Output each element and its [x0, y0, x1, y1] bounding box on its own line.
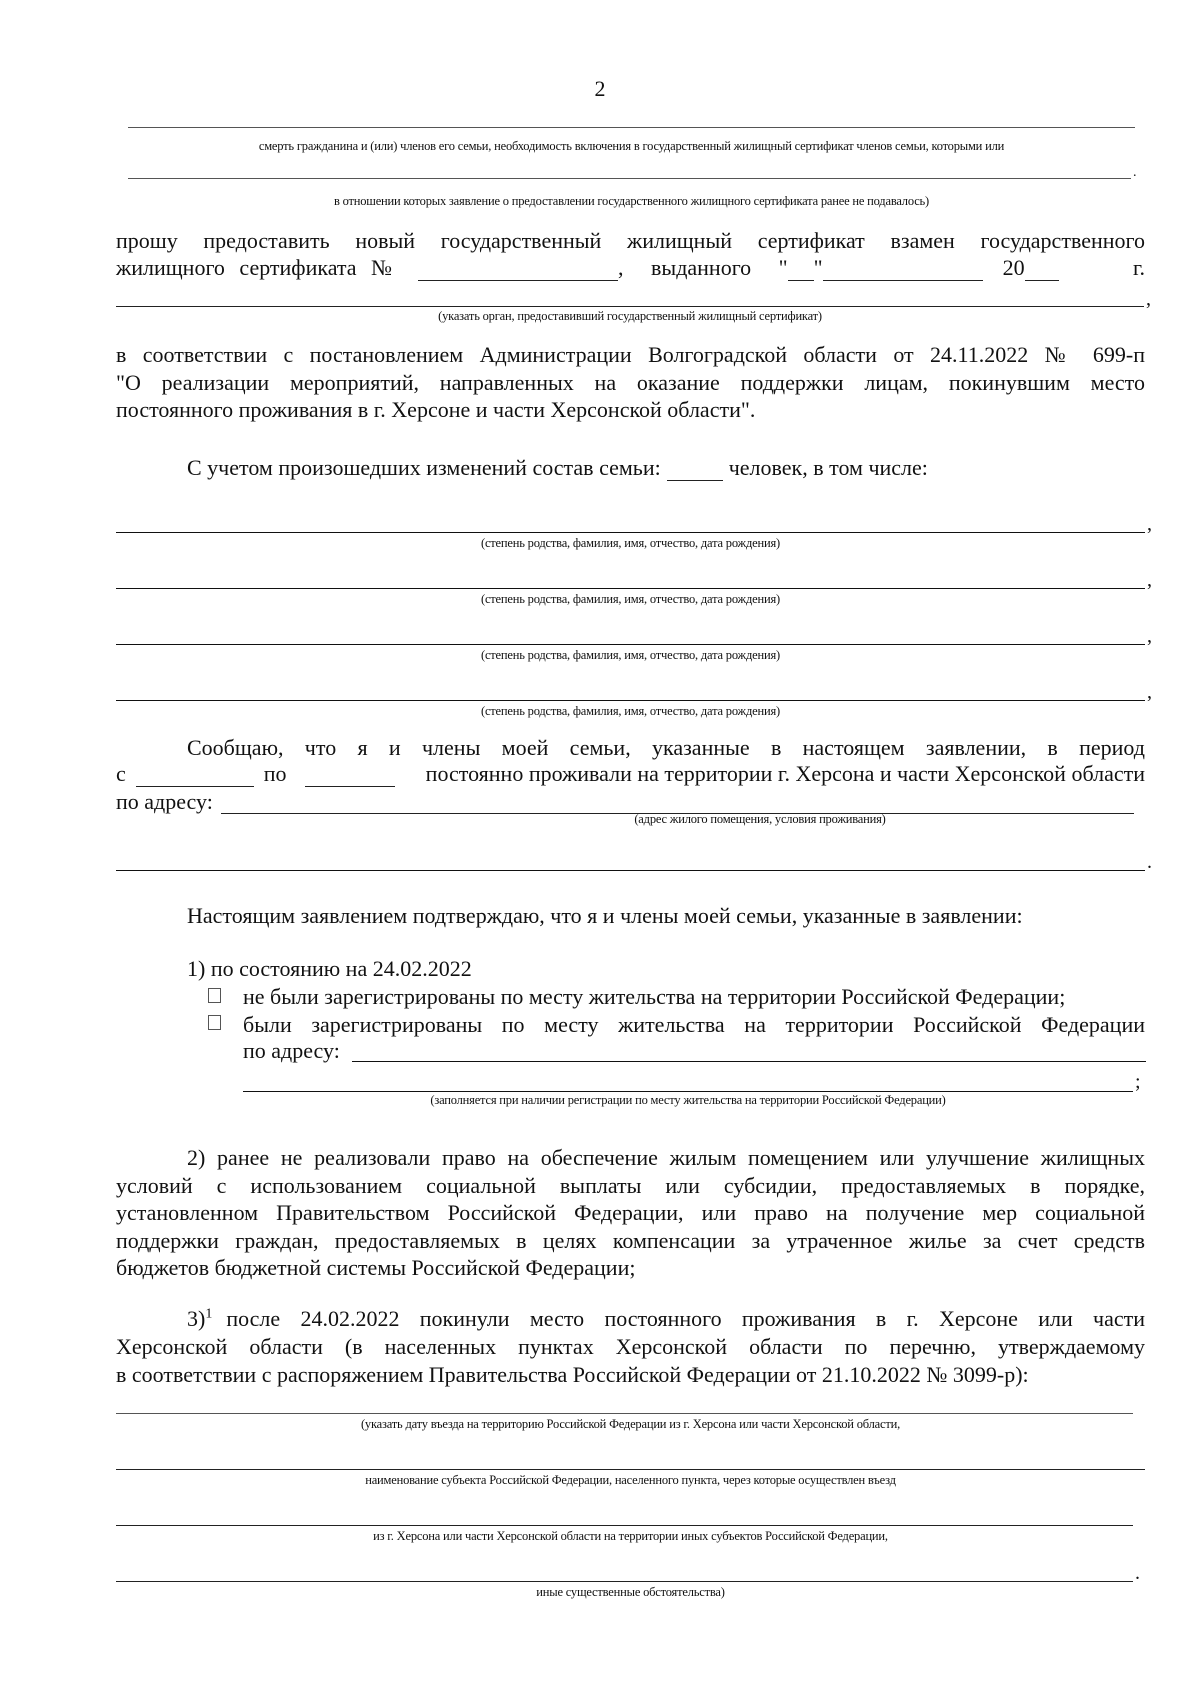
family-member-comma-1: ,	[1147, 513, 1152, 535]
header-caption-2: в отношении которых заявление о предоставлении государственного жилищного сертификата ранее не подавалось)	[333, 194, 930, 208]
certificate-number-field[interactable]	[418, 260, 618, 281]
family-intro-suffix: человек, в том числе:	[728, 455, 928, 480]
option-not-registered-label: не были зарегистрированы по месту жительства на территории Российской Федерации;	[243, 984, 1066, 1009]
page-number: 2	[594, 76, 606, 101]
issue-month-field[interactable]	[823, 260, 983, 281]
issuing-authority-comma: ,	[1146, 288, 1151, 310]
registration-address-semicolon: ;	[1135, 1071, 1141, 1093]
family-member-comma-4: ,	[1147, 681, 1152, 703]
confirm-item-3-num: 3)	[187, 1306, 206, 1331]
confirm-item-3	[116, 1333, 1145, 1388]
confirm-item-1-title: 1) по состоянию на 24.02.2022	[187, 956, 472, 981]
request-quote-close: "	[813, 255, 823, 280]
confirm-item-2-line-4: поддержки граждан, предоставляемых в целях компенсации за утраченное жилье за счет средств	[116, 1227, 1145, 1253]
residence-line-2-rest: постоянно проживали на территории г. Херсона и части Херсонской области	[425, 761, 1145, 786]
registration-address-field-1[interactable]	[352, 1061, 1146, 1062]
header-line-1	[128, 127, 1135, 128]
departure-info-field-2[interactable]	[116, 1469, 1145, 1470]
confirm-item-2-line-2: условий с использованием социальной выплаты или субсидии, предоставляемых в порядке,	[116, 1172, 1145, 1198]
confirm-item-3-line-2: Херсонской области (в населенных пунктах Херсонской области по перечню, утверждаемому	[116, 1334, 1145, 1359]
confirm-item-2-line-1: 2) ранее не реализовали право на обеспечение жилым помещением или улучшение жилищных	[187, 1145, 1145, 1170]
header-line-2	[128, 178, 1131, 179]
residence-line-1: Сообщаю, что я и члены моей семьи, указанные в настоящем заявлении, в период	[187, 735, 1145, 760]
departure-info-caption-3: из г. Херсона или части Херсонской области на территории иных субъектов Российской Федерации,	[373, 1529, 888, 1543]
option-registered-label: были зарегистрированы по месту жительства на территории Российской Федерации	[243, 1012, 1145, 1037]
residence-address-field-2[interactable]	[116, 870, 1145, 871]
registration-address-caption: (заполняется при наличии регистрации по месту жительства на территории Российской Федерации)	[430, 1093, 946, 1107]
departure-info-period: .	[1135, 1562, 1140, 1584]
request-issued-label: , выданного "	[618, 255, 788, 280]
residence-line-2	[116, 761, 1145, 787]
confirm-item-2-line-5: бюджетов бюджетной системы Российской Федерации;	[116, 1255, 636, 1280]
family-member-comma-2: ,	[1147, 569, 1152, 591]
confirm-item-3-number	[187, 1306, 212, 1332]
issue-year-field[interactable]	[1025, 260, 1059, 281]
option-registered-checkbox[interactable]	[208, 1015, 221, 1030]
header-line-2-period: .	[1133, 165, 1137, 180]
confirm-intro: Настоящим заявлением подтверждаю, что я и члены моей семьи, указанные в заявлении:	[187, 903, 1023, 928]
family-member-field-2[interactable]	[116, 588, 1145, 589]
issue-day-field[interactable]	[788, 260, 814, 281]
confirm-item-2	[116, 1144, 1145, 1282]
departure-info-caption-2: наименование субъекта Российской Федерации, населенного пункта, через которые осуществлен въезд	[365, 1473, 896, 1487]
issuing-authority-caption: (указать орган, предоставивший государственный жилищный сертификат)	[438, 309, 822, 323]
resolution-line-3: постоянного проживания в г. Херсоне и части Херсонской области".	[116, 397, 756, 422]
residence-address-label: по адресу:	[116, 789, 213, 814]
request-year-prefix: 20	[1002, 255, 1025, 280]
residence-to-field[interactable]	[305, 766, 395, 787]
family-member-caption-4: (степень родства, фамилия, имя, отчество, дата рождения)	[480, 704, 780, 718]
confirm-item-2-line-3: установленном Правительством Российской Федерации, или право на получение мер социальной	[116, 1200, 1145, 1225]
family-member-field-3[interactable]	[116, 644, 1145, 645]
residence-address-period: .	[1147, 851, 1152, 873]
residence-from-label: с	[116, 761, 126, 786]
family-member-caption-2: (степень родства, фамилия, имя, отчество, дата рождения)	[480, 592, 780, 606]
confirm-item-3-line-1	[187, 1306, 1145, 1332]
residence-address-row	[116, 789, 213, 815]
option-registered-address-label: по адресу:	[243, 1038, 340, 1063]
issuing-authority-field[interactable]	[116, 306, 1144, 307]
family-intro-label: С учетом произошедших изменений состав семьи:	[187, 455, 661, 480]
confirm-item-3-footnote: 1	[205, 1306, 213, 1322]
family-member-caption-3: (степень родства, фамилия, имя, отчество, дата рождения)	[480, 648, 780, 662]
departure-info-caption-1: (указать дату въезда на территорию Российской Федерации из г. Херсона или части Херсонской области,	[360, 1417, 901, 1431]
header-caption-1: смерть гражданина и (или) членов его семьи, необходимость включения в государственный жилищный сертификат членов семьи, которыми или	[258, 139, 1005, 153]
departure-info-field-3[interactable]	[116, 1525, 1133, 1526]
resolution-paragraph	[116, 341, 1145, 424]
family-member-comma-3: ,	[1147, 625, 1152, 647]
residence-address-caption: (адрес жилого помещения, условия проживания)	[634, 812, 886, 826]
departure-info-field-1[interactable]	[116, 1413, 1133, 1414]
residence-from-field[interactable]	[136, 766, 254, 787]
family-member-field-4[interactable]	[116, 700, 1145, 701]
request-certificate-label: жилищного сертификата №	[116, 255, 393, 280]
option-not-registered-checkbox[interactable]	[208, 988, 221, 1003]
request-line-1: прошу предоставить новый государственный жилищный сертификат взамен государственного	[116, 228, 1145, 253]
family-size-field[interactable]	[667, 460, 723, 481]
confirm-item-3-line-3: в соответствии с распоряжением Правительства Российской Федерации от 21.10.2022 № 3099-р):	[116, 1361, 1029, 1387]
residence-to-label: по	[263, 761, 287, 786]
resolution-line-2: "О реализации мероприятий, направленных на оказание поддержки лицам, покинувшим место	[116, 369, 1145, 395]
registration-address-field-2[interactable]	[243, 1091, 1133, 1092]
request-year-suffix: г.	[1132, 255, 1145, 280]
request-line-2	[116, 255, 1145, 281]
departure-info-field-4[interactable]	[116, 1581, 1133, 1582]
resolution-line-1: в соответствии с постановлением Администрации Волгоградской области от 24.11.2022 № 699-п	[116, 342, 1145, 367]
family-intro	[187, 455, 928, 481]
confirm-item-3-text-1: после 24.02.2022 покинули место постоянного проживания в г. Херсоне или части	[226, 1306, 1145, 1331]
family-member-caption-1: (степень родства, фамилия, имя, отчество, дата рождения)	[480, 536, 780, 550]
departure-info-caption-4: иные существенные обстоятельства)	[536, 1585, 725, 1599]
family-member-field-1[interactable]	[116, 532, 1145, 533]
